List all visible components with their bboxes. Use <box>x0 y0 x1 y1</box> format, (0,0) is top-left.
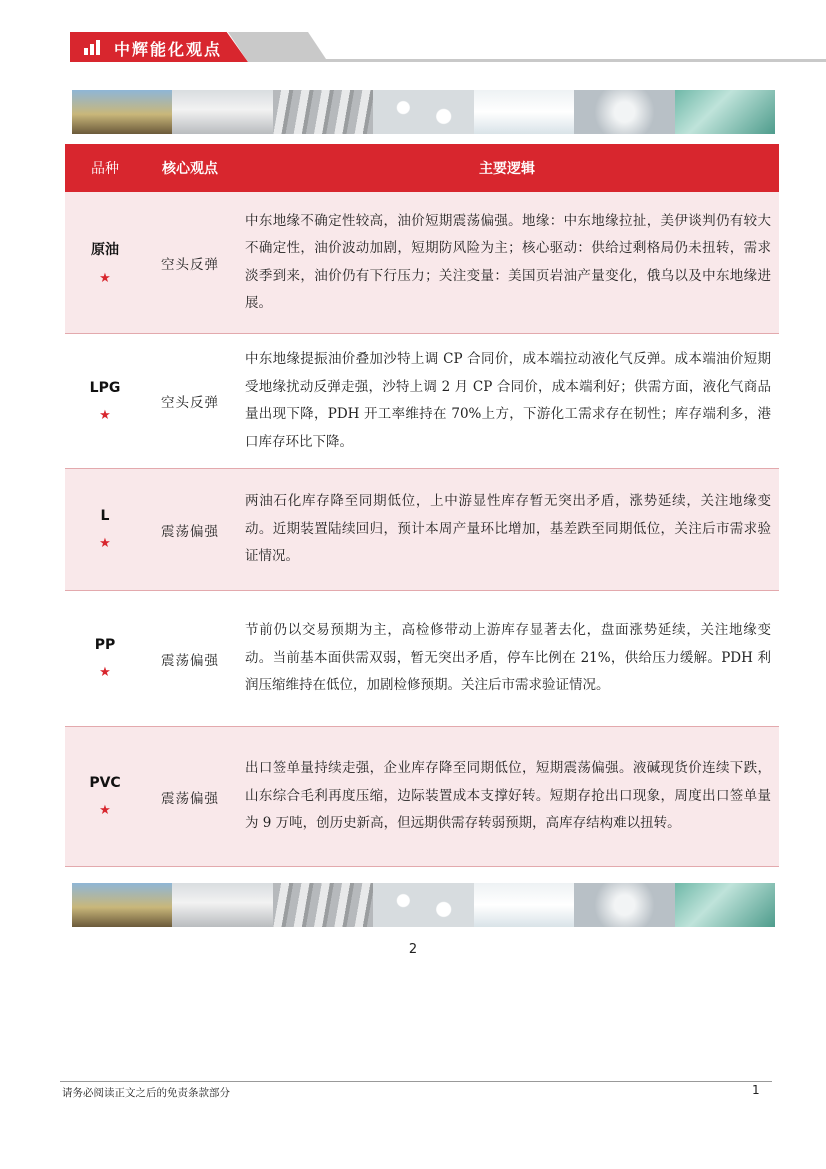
header-title: 中辉能化观点 <box>114 40 223 59</box>
product-name: PP <box>94 637 116 653</box>
main-logic: 两油石化库存降至同期低位，上中游显性库存暂无突出矛盾，涨势延续，关注地缘变动。近期装置陆续回归，预计本周产量环比增加，基差跌至同期低位，关注后市需求验证情况。 <box>245 493 771 565</box>
report-header <box>70 32 770 62</box>
table-row <box>65 591 779 727</box>
product-cell <box>65 637 145 680</box>
table-row <box>65 469 779 591</box>
main-logic: 节前仍以交易预期为主，高检修带动上游库存显著去化，盘面涨势延续，关注地缘变动。当前基本面供需双弱，暂无突出矛盾，停车比例在 21%，供给压力缓解。PDH 利润压缩维持在低位，加剧检修预期。关注后市需求验证情况。 <box>245 622 771 694</box>
star-icon: ★ <box>99 803 111 818</box>
table-row <box>65 334 779 469</box>
star-icon: ★ <box>99 407 111 423</box>
product-cell <box>65 380 145 423</box>
lpg-tank-image <box>172 90 272 134</box>
footer-divider <box>60 1081 772 1082</box>
pellets-image <box>373 90 473 134</box>
granules-image <box>574 883 674 927</box>
pipes-image <box>273 883 373 927</box>
product-name: LPG <box>89 379 121 396</box>
header-rule <box>320 59 826 62</box>
header-view: 核心观点 <box>162 161 218 177</box>
product-cell <box>65 508 145 551</box>
star-icon: ★ <box>99 271 111 286</box>
product-name: PVC <box>89 775 121 791</box>
footer-page-number: 1 <box>752 1083 760 1097</box>
core-view: 空头反弹 <box>161 395 219 411</box>
product-name: 原油 <box>91 242 119 258</box>
lpg-tank-image <box>172 883 272 927</box>
header-logic: 主要逻辑 <box>479 161 535 177</box>
footer-disclaimer: 请务必阅读正文之后的免责条款部分 <box>62 1087 230 1099</box>
table-row <box>65 727 779 867</box>
star-icon: ★ <box>99 536 111 551</box>
product-cell <box>65 775 145 818</box>
core-view: 震荡偏强 <box>161 790 219 807</box>
container-image <box>474 883 574 927</box>
product-cell <box>65 239 145 286</box>
core-view: 空头反弹 <box>161 256 219 273</box>
oil-pump-image <box>72 883 172 927</box>
oil-pump-image <box>72 90 172 134</box>
pellets-image <box>373 883 473 927</box>
glass-sheets-image <box>675 883 775 927</box>
main-logic: 中东地缘不确定性较高，油价短期震荡偏强。地缘：中东地缘拉扯，美伊谈判仍有较大不确定性，油价波动加剧，短期防风险为主；核心驱动：供给过剩格局仍未扭转，需求淡季到来，油价仍有下行压力；关注变量：美国页岩油产量变化，俄乌以及中东地缘进展。 <box>245 212 771 311</box>
banner-image-strip-bottom <box>72 883 775 927</box>
star-icon: ★ <box>99 665 111 680</box>
table-row <box>65 192 779 334</box>
table-header <box>65 144 779 192</box>
banner-image-strip-top <box>72 90 775 134</box>
main-logic: 中东地缘提振油价叠加沙特上调 CP 合同价，成本端拉动液化气反弹。成本端油价短期受地缘扰动反弹走强，沙特上调 2 月 CP 合同价，成本端利好；供需方面，液化气商品量出现下降，PDH 开工率维持在 70%上方，下游化工需求存在韧性；库存端利多，港口库存环比下降。 <box>245 351 771 450</box>
product-name: L <box>100 508 110 524</box>
views-table <box>65 144 779 867</box>
glass-sheets-image <box>675 90 775 134</box>
granules-image <box>574 90 674 134</box>
pipes-image <box>273 90 373 134</box>
core-view: 震荡偏强 <box>161 652 219 669</box>
container-image <box>474 90 574 134</box>
inner-page-number: 2 <box>408 942 418 957</box>
bar-chart-icon <box>84 39 102 55</box>
core-view: 震荡偏强 <box>161 523 219 540</box>
header-product: 品种 <box>91 161 119 177</box>
main-logic: 出口签单量持续走强，企业库存降至同期低位，短期震荡偏强。液碱现货价连续下跌，山东综合毛利再度压缩，边际装置成本支撑好转。短期存抢出口现象，周度出口签单量为 9 万吨，创历史新高，但远期供需存转弱预期，高库存结构难以扭转。 <box>245 760 771 832</box>
